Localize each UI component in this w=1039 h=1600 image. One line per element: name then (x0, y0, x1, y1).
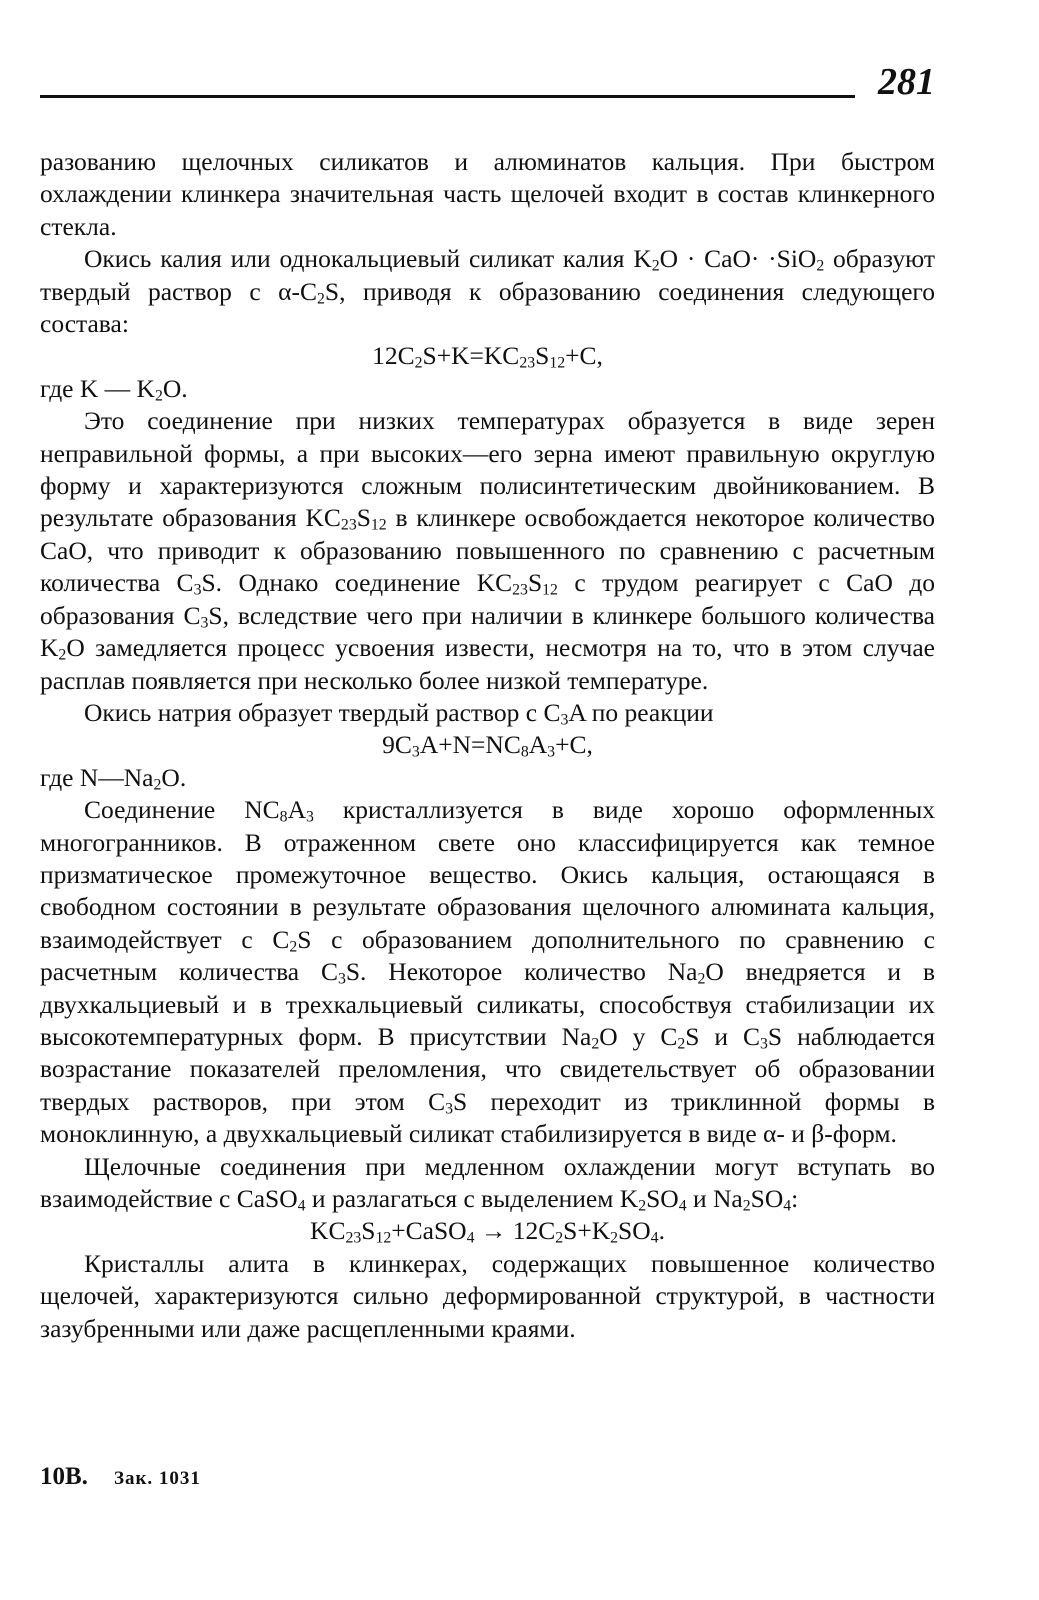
page-footer (40, 1462, 201, 1494)
signature-mark: 10B. (40, 1463, 88, 1490)
paragraph-7: Кристаллы алита в клинкерах, содержащих повышенное количество щелочей, характеризуются сильно деформированной структурой, в частности зазубренными или даже расщепленными краями. (40, 1248, 935, 1343)
paragraph-4: Окись натрия образует твердый раствор с $C_3A$ по реакции (84, 697, 714, 729)
paragraph-6: Щелочные соединения при медленном охлаждении могут вступать во взаимодействие с CaSO$_4$ и разлагаться с выделением $K_2SO_4$ и $Na_2SO_4$: (40, 1151, 935, 1215)
paragraph-3: Это соединение при низких температурах образуется в виде зерен неправильной формы, а при высоких—его зерна имеют правильную округлую форму и характеризуются сложным полисинтетическим двойникованием. В результате образования $KC_{23}S_{12}$ в клинкере освобождается некоторое количество CaO, что приводит к образованию повышенного по сравнению с расчетным количества $C_3S$. Однако соединение $KC_{23}S_{12}$ с трудом реагирует с CaO до образования $C_3S$, вследствие чего при наличии в клинкере большого количества $K_2O$ замедляется процесс усвоения извести, несмотря на то, что в этом случае расплав появляется при несколько более низкой температуре. (40, 406, 935, 695)
paragraph-2: Окись калия или однокальциевый силикат калия $K_2O \cdot CaO\cdot \cdot SiO_2$ образуют твердый раствор с $\alpha-C_2S$, приводя к образованию соединения следующего состава: (40, 244, 935, 339)
page-body (40, 146, 935, 1345)
page-number: 281 (878, 61, 935, 103)
formula-2-legend: где $N—Na_2O$. (40, 762, 187, 794)
formula-3: $KC_{23}S_{12}+CaSO_4 \to 12C_2S+K_2SO_4$. (310, 1216, 665, 1247)
order-number: Зак. 1031 (113, 1468, 201, 1489)
formula-1: $12C_2S+K=KC_{23}S_{12}+C$, (372, 341, 603, 372)
formula-1-legend: где K — $K_2O$. (40, 373, 188, 405)
paragraph-1: разованию щелочных силикатов и алюминатов кальция. При быстром охлаждении клинкера значительная часть щелочей входит в состав клинкерного стекла. (40, 147, 935, 241)
formula-2: $9C_3A+N=NC_8A_3+C$, (382, 730, 593, 761)
paragraph-5: Соединение $NC_8A_3$ кристаллизуется в виде хорошо оформленных многогранников. В отраженном свете оно классифицируется как темное призматическое промежуточное вещество. Окись кальция, остающаяся в свободном состоянии в результате образования щелочного алюмината кальция, взаимодействует с $C_2S$ с образованием дополнительного по сравнению с расчетным количества $C_3S$. Некоторое количество $Na_2O$ внедряется и в двухкальциевый и в трехкальциевый силикаты, способствуя стабилизации их высокотемпературных форм. В присутствии $Na_2O$ у $C_2S$ и $C_3S$ наблюдается возрастание показателей преломления, что свидетельствует об образовании твердых растворов, при этом $C_3S$ переходит из триклинной формы в моноклинную, а двухкальциевый силикат стабилизируется в виде α- и β-форм. (40, 795, 936, 1149)
page-header (40, 60, 935, 104)
header-rule (40, 95, 855, 98)
